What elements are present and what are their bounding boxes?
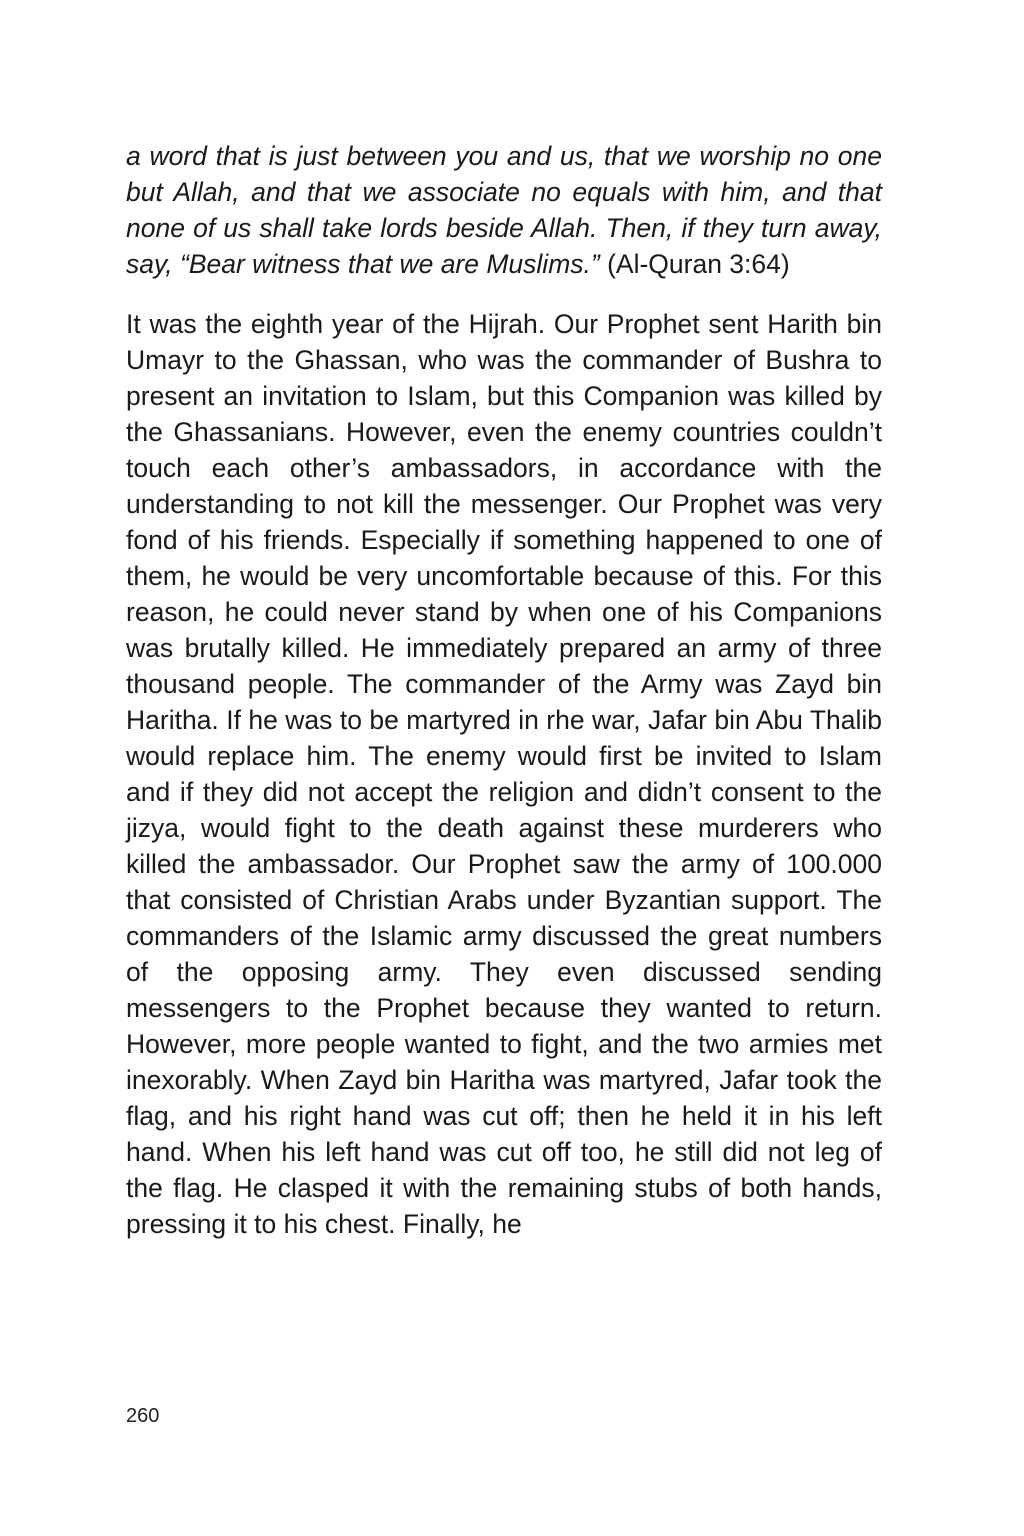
body-paragraph: It was the eighth year of the Hijrah. Our Prophet sent Harith bin Umayr to the Ghassan, who was the commander of Bushra to present an invitation to Islam, but this Companion was killed by the Ghassanians. However, even the enemy countries couldn’t touch each other’s ambassadors, in accordance with the understanding to not kill the messenger. Our Prophet was very fond of his friends. Especially if something happened to one of them, he would be very uncomfortable because of this. For this reason, he could never stand by when one of his Companions was brutally killed. He immediately prepared an army of three thousand people. The commander of the Army was Zayd bin Haritha. If he was to be martyred in rhe war, Jafar bin Abu Thalib would replace him. The enemy would first be invited to Islam and if they did not accept the religion and didn’t consent to the jizya, would fight to the death against these murderers who killed the ambassador. Our Prophet saw the army of 100.000 that consisted of Christian Arabs under Byzantian support. The commanders of the Islamic army discussed the great numbers of the opposing army. They even discussed sending messengers to the Prophet because they wanted to return. However, more people wanted to fight, and the two armies met inexorably. When Zayd bin Haritha was martyred, Jafar took the flag, and his right hand was cut off; then he held it in his left hand. When his left hand was cut off too, he still did not leg of the flag. He clasped it with the remaining stubs of both hands, pressing it to his chest. Finally, he <box>126 309 882 1239</box>
quote-citation: (Al-Quran 3:64) <box>599 249 790 279</box>
quran-quote <box>126 138 882 282</box>
page-content <box>126 138 882 1242</box>
quote-text: a word that is just between you and us, that we worship no one but Allah, and that we associate no equals with him, and that none of us shall take lords beside Allah. Then, if they turn away, say, “Bear witness that we are Muslims.” <box>126 141 882 279</box>
page-number: 260 <box>126 1405 160 1427</box>
